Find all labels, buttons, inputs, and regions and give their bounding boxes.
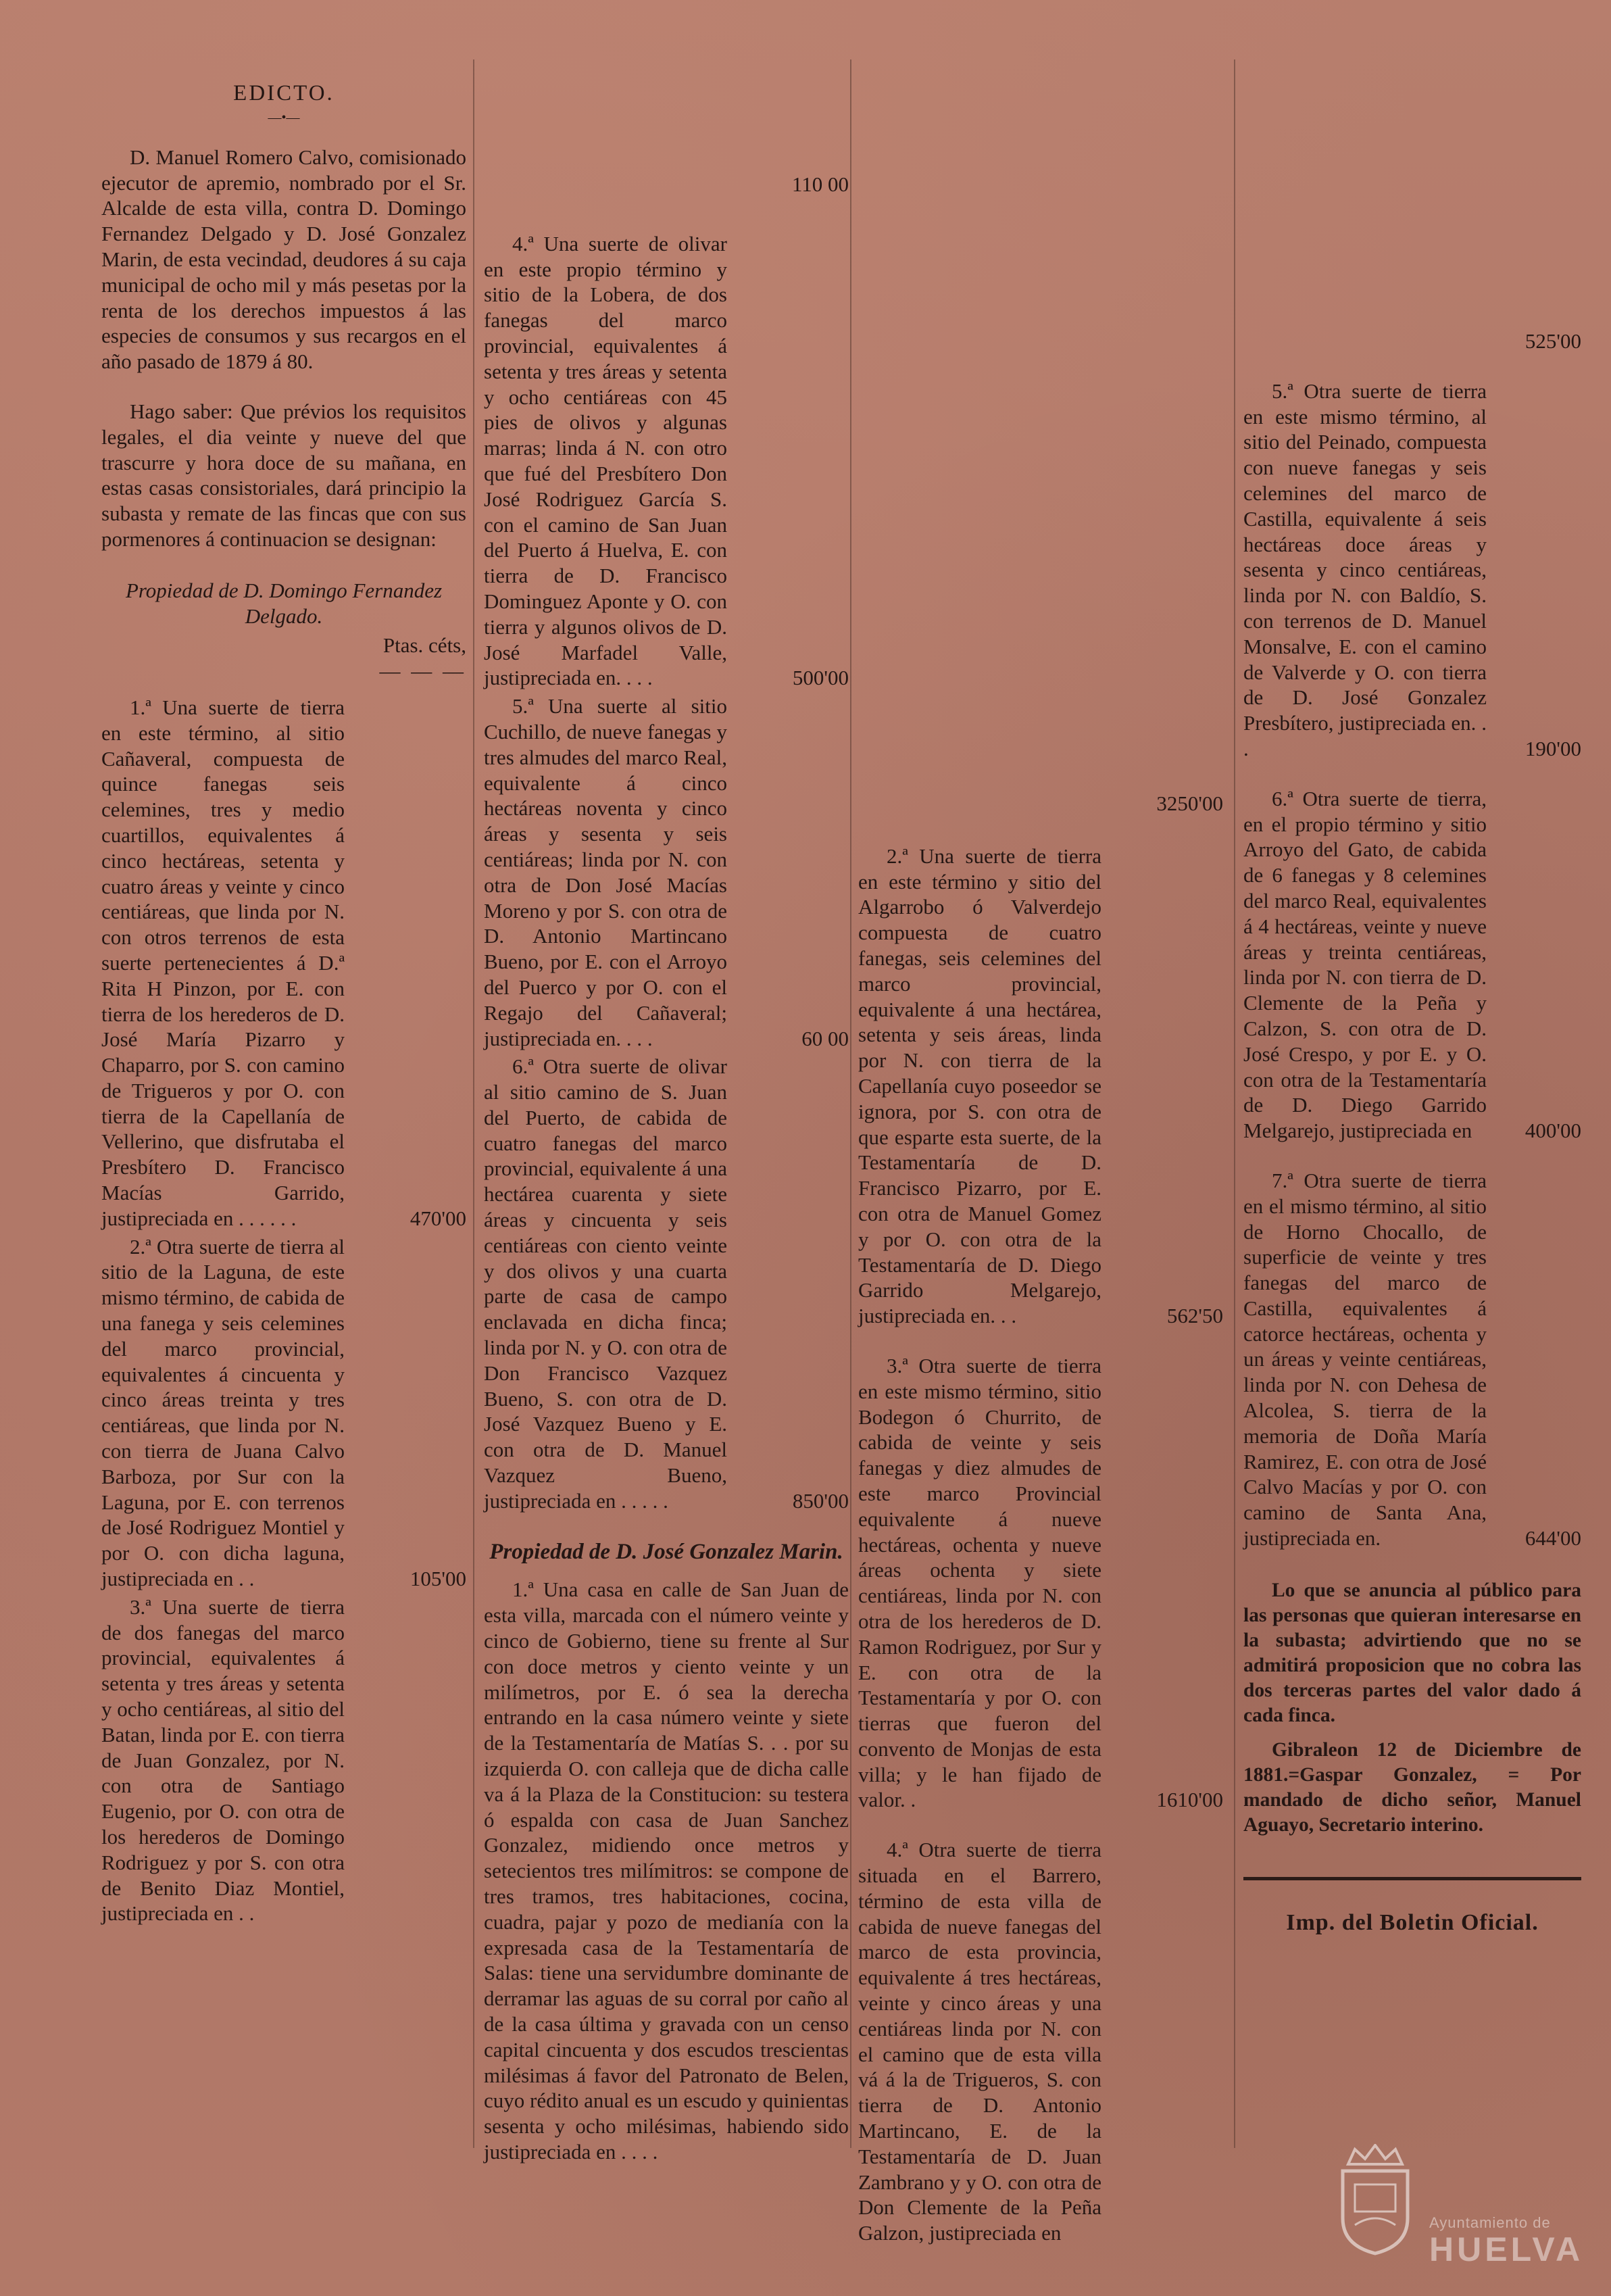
lot-text: 7.ª Otra suerte de tierra en el mismo término, al sitio de Horno Chocallo, de superficie de veinte y tres fanegas del marco de Castilla, equivalentes á catorce hectáreas, ochenta y un áreas y veinte centiáreas, linda por N. con Dehesa de Alcolea, S. tierra de la memoria de Doña María Ramirez, E. con otra de José Calvo Macías y por O. con camino de Santa Ana, justipreciada en. xyxy=(1243,1168,1487,1550)
lot xyxy=(101,1234,466,1592)
lot-text: 2.ª Otra suerte de tierra al sitio de la Laguna, de este mismo término, de cabida de una fanega y seis celemines del marco provincial, equivalentes á cincuenta y cinco áreas treinta y tres centiáreas, que linda por N. con tierra de Juana Calvo Barboza, por Sur con la Laguna, por E. con terrenos de José Rodriguez Montiel y por O. con dicha laguna, justipreciada en . . xyxy=(101,1234,345,1591)
lot-amount: 470'00 xyxy=(410,1206,466,1230)
column-3 xyxy=(858,53,1223,2246)
currency-units: Ptas. céts, xyxy=(382,633,466,658)
lot-text: 4.ª Una suerte de olivar en este propio término y sitio de la Lobera, de dos fanegas del marco provincial, equivalentes á setenta y tres áreas y setenta y ocho centiáreas con 45 pies de olivos y algunas marras; linda á N. con otro que fué del Presbítero Don José Rodriguez García S. con el camino de San Juan del Puerto á Huelva, E. con tierra de D. Francisco Dominguez Aponte y O. con tierra y algunos olivos de D. José Marfadel Valle, justipreciada en. . . . xyxy=(484,231,727,690)
city-crest-icon xyxy=(1335,2144,1416,2255)
lot-text: 6.ª Otra suerte de tierra, en el propio término y sitio Arroyo del Gato, de cabida de 6 fanegas y 8 celemines del marco Real, equivalentes á 4 hectáreas, veinte y nueve áreas y treinta centiáreas, linda por N. con tierra de D. Clemente de la Peña y Calzon, S. con otra de D. José Crespo, y por E. y O. con otra de la Testamentaría de D. Diego Garrido Melgarejo, justipreciada en xyxy=(1243,786,1487,1143)
lot-text: 1.ª Una suerte de tierra en este término, al sitio Cañaveral, compuesta de quince fanegas seis celemines, tres y medio cuartillos, equivalentes á cinco hectáreas, setenta y cuatro áreas y veinte y cinco centiáreas, que linda por N. con otros terrenos de esta suerte pertenecientes á D.ª Rita H Pinzon, por E. con tierra de los herederos de D. José María Pizarro y Chaparro, por S. con camino de Trigueros y por O. con tierra de la Capellanía de Vellerino, que disfrutaba el Presbítero D. Francisco Macías Garrido, justipreciada en . . . . . . xyxy=(101,695,345,1230)
lot-amount: 60 00 xyxy=(801,1026,849,1050)
units-rule: — — — xyxy=(379,659,466,683)
archive-watermark xyxy=(1429,2214,1583,2267)
lot xyxy=(101,1594,466,1926)
lot-text: 2.ª Una suerte de tierra en este término y sitio del Algarrobo ó Valverdejo compuesta de cuatro fanegas, seis celemines del marco provincial, equivalente á una hectárea, setenta y seis áreas, linda por N. con tierra de la Capellanía cuyo poseedor se ignora, por S. con otra de que esparte esta suerte, de la Testamentaría de D. Francisco Pizarro, por E. con otra de Manuel Gomez y por O. con otra de la Testamentaría de D. Diego Garrido Melgarejo, justipreciada en. . . xyxy=(858,844,1101,1328)
lot-text: 3.ª Otra suerte de tierra en este mismo término, sitio Bodegon ó Churrito, de cabida de veinte y seis fanegas y diez almudes de este marco Provincial equivalente á nueve hectáreas, ochenta y nueve áreas ochenta y siete centiáreas, linda por N. con otra de los herederos de D. Ramon Rodriguez, por Sur y E. con otra de la Testamentaría y por O. con tierras que fueron del convento de Monjas de esta villa; y le han fijado de valor. . xyxy=(858,1353,1101,1812)
lot-text: 5.ª Otra suerte de tierra en este mismo término, al sitio del Peinado, compuesta con nueve fanegas y seis celemines del marco de Castilla, equivalente á seis hectáreas doce áreas y sesenta y cinco centiáreas, linda por N. con Baldío, S. con terrenos de D. Manuel Monsalve, E. con el camino de Valverde y O. con tierra de D. José Gonzalez Presbítero, justipreciada en. . . xyxy=(1243,378,1487,760)
lot-amount: 3250'00 xyxy=(1156,791,1223,815)
column-4 xyxy=(1243,53,1581,1936)
lot xyxy=(101,695,466,1231)
lot-text: 3.ª Una suerte de tierra de dos fanegas del marco provincial, equivalentes á setenta y tres áreas y setenta y ocho centiáreas, al sitio del Batan, linda por E. con tierra de Juan Gonzalez, por N. con otra de Santiago Eugenio, por O. con otra de los herederos de Domingo Rodriguez y por S. con otra de Benito Diaz Montiel, justipreciada en . . xyxy=(101,1594,345,1926)
lot xyxy=(858,1353,1223,1813)
lot-amount-row xyxy=(1243,53,1581,354)
column-2 xyxy=(484,53,849,2165)
lot-amount-row xyxy=(858,53,1223,816)
lot xyxy=(484,231,849,691)
edict-title: EDICTO. xyxy=(233,81,334,105)
lot-amount: 1610'00 xyxy=(1156,1788,1223,1812)
lot-amount: 400'00 xyxy=(1525,1119,1581,1143)
lot xyxy=(1243,378,1581,762)
lot xyxy=(1243,1168,1581,1551)
lot-amount: 562'50 xyxy=(1166,1304,1223,1328)
column-1 xyxy=(101,53,466,1926)
column-rule xyxy=(850,59,851,2148)
column-rule xyxy=(1234,59,1235,2148)
lot-amount: 110 00 xyxy=(791,172,849,196)
section-heading-fernandez: Propiedad de D. Domingo Fernandez Delgado. xyxy=(125,578,443,628)
lot-text: 6.ª Otra suerte de olivar al sitio camino de S. Juan del Puerto, de cabida de cuatro fanegas del marco provincial, equivalente á una hectárea cuarenta y siete áreas y cincuenta y seis centiáreas con ciento veinte y dos olivos y una cuarta parte de casa de campo enclavada en dicha finca; linda por N. y O. con otra de Don Francisco Vazquez Bueno, S. con otra de D. José Vazquez Bueno y E. con otra de D. Manuel Vazquez Bueno, justipreciada en . . . . . xyxy=(484,1054,727,1513)
lot-amount: 850'00 xyxy=(792,1488,849,1513)
closing-rule xyxy=(1243,1877,1581,1880)
lot-amount: 105'00 xyxy=(410,1567,466,1591)
lot xyxy=(484,1054,849,1513)
printer-imprint: Imp. del Boletin Oficial. xyxy=(1286,1909,1539,1935)
lot-amount-row xyxy=(484,53,849,197)
lot xyxy=(858,1837,1223,2246)
lot-text: 1.ª Una casa en calle de San Juan de esta villa, marcada con el número veinte y cinco de Gobierno, tiene su frente al Sur con doce metros y ciento veinte y un milímetros, por E. ó sea la derecha entrando en la casa número veinte y siete de la Testamentaría de Matías S. . . por su izquierda O. con calleja que de dicha calle va á la Plaza de la Constitucion: su testera ó espalda con casa de Juan Sanchez Gonzalez, midiendo once metros y setecientos tres milímitros: se compone de tres tramos, tres habitaciones, cocina, cuadra, pajar y pozo de medianía con la expresada casa de la Testamentaría de Salas: tiene una servidumbre dominante de derramar las aguas de su corral por caño al de la casa última y gravada con un censo capital cincuenta y dos escudos trescientas milésimas á favor del Patronato de Belen, cuyo rédito anual es un escudo y quinientas sesenta y ocho milésimas, habiendo sido justipreciada en . . . . xyxy=(484,1578,849,2164)
lot-amount: 644'00 xyxy=(1525,1526,1581,1550)
lot-amount: 500'00 xyxy=(792,666,849,690)
lot-text: 5.ª Una suerte al sitio Cuchillo, de nueve fanegas y tres almudes del marco Real, equivalente á cinco hectáreas noventa y cinco áreas y sesenta y seis centiáreas; linda por N. con otra de Don José Macías Moreno y por S. con otra de D. Antonio Martincano Bueno, por E. con el Arroyo del Puerco y por O. con el Regajo del Cañaveral; justipreciada en. . . . xyxy=(484,694,727,1050)
closing-signature: Gibraleon 12 de Diciembre de 1881.=Gaspar Gonzalez, = Por mandado de dicho señor, Manuel Aguayo, Secretario interino. xyxy=(1243,1738,1581,1836)
lot xyxy=(484,693,849,1051)
watermark-small: Ayuntamiento de xyxy=(1429,2214,1551,2231)
title-ornament: —•— xyxy=(268,109,300,125)
watermark-big: HUELVA xyxy=(1429,2230,1584,2268)
column-rule xyxy=(473,59,474,2148)
lot xyxy=(858,844,1223,1329)
edict-notice: Hago saber: Que prévios los requisitos legales, el dia veinte y nueve del que trascurre y hora doce de su mañana, en estas casas consistoriales, dará principio la subasta y remate de las fincas que con sus pormenores á continuacion se designan: xyxy=(101,399,466,551)
lot-amount: 190'00 xyxy=(1525,736,1581,760)
edict-intro: D. Manuel Romero Calvo, comisionado ejecutor de apremio, nombrado por el Sr. Alcalde de esta villa, contra D. Domingo Fernandez Delgado y D. José Gonzalez Marin, de esta vecindad, deudores á su caja municipal de ocho mil y más pesetas por la renta de los derechos impuestos á las especies de consumos y sus recargos en el año pasado de 1879 á 80. xyxy=(101,145,466,374)
section-heading-gonzalez: Propiedad de D. José Gonzalez Marin. xyxy=(489,1539,843,1564)
lot xyxy=(1243,786,1581,1144)
lot-text: 4.ª Otra suerte de tierra situada en el Barrero, término de esta villa de cabida de nueve fanegas del marco de esta provincia, equivalente á tres hectáreas, veinte y cinco áreas y una centiáreas linda por N. con el camino que de esta villa vá á la de Trigueros, S. con tierra de D. Antonio Martincano, E. de la Testamentaría de D. Juan Zambrano y y O. con otra de Don Clemente de la Peña Galzon, justipreciada en xyxy=(858,1838,1101,2245)
closing-note: Lo que se anuncia al público para las personas que quieran interesarse en la subasta; advirtiendo que no se admitirá proposicion que no cobra las dos terceras partes del valor dado á cada finca. xyxy=(1243,1579,1581,1726)
lot-amount: 525'00 xyxy=(1525,329,1581,353)
lot xyxy=(484,1577,849,2164)
